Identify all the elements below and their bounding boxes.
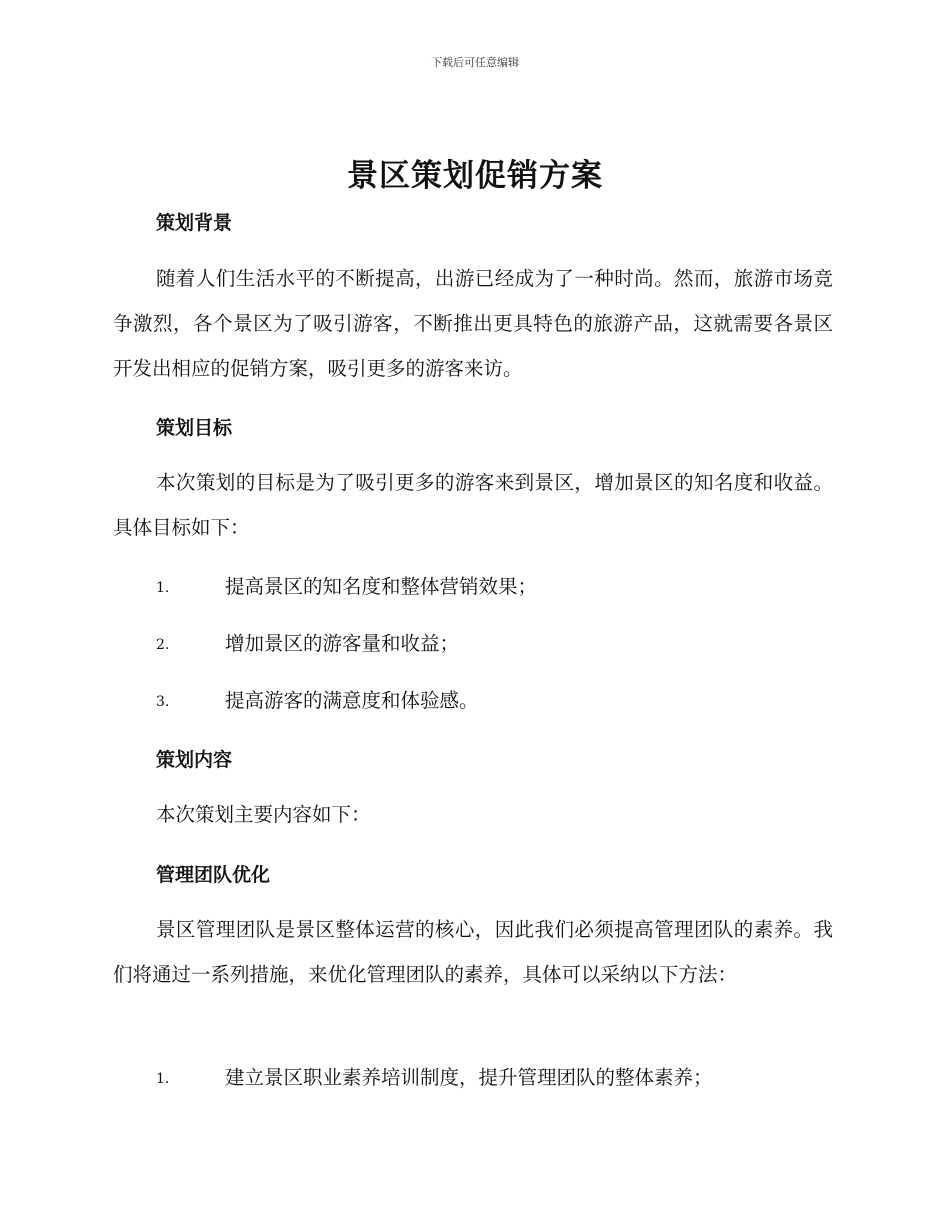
- list-item-number: 2.: [156, 637, 170, 653]
- section-heading-content: 策划内容: [156, 749, 233, 771]
- document-title: 景区策划促销方案: [347, 158, 603, 194]
- page-header: 下载后可任意编辑: [431, 56, 519, 69]
- list-item-text: 提高景区的知名度和整体营销效果；: [225, 575, 538, 598]
- list-item-text: 建立景区职业素养培训制度，提升管理团队的整体素养；: [225, 1066, 713, 1089]
- paragraph-background: 随着人们生活水平的不断提高，出游已经成为了一种时尚。然而，旅游市场竞争激烈，各个景区为了吸引游客，不断推出更具特色的旅游产品，这就需要各景区开发出相应的促销方案，吸引更多的游客来访。: [113, 267, 833, 380]
- section-heading-background: 策划背景: [156, 212, 233, 234]
- list-item-number: 1.: [156, 580, 170, 596]
- list-item-text: 增加景区的游客量和收益；: [225, 632, 460, 655]
- content-intro: 本次策划主要内容如下：: [156, 803, 371, 826]
- list-item-text: 提高游客的满意度和体验感。: [225, 689, 479, 712]
- section-heading-team: 管理团队优化: [156, 864, 271, 886]
- paragraph-team: 景区管理团队是景区整体运营的核心，因此我们必须提高管理团队的素养。我们将通过一系列措施，来优化管理团队的素养，具体可以采纳以下方法：: [113, 918, 833, 986]
- list-item-number: 1.: [156, 1071, 170, 1087]
- paragraph-goals: 本次策划的目标是为了吸引更多的游客来到景区，增加景区的知名度和收益。具体目标如下：: [113, 471, 833, 539]
- list-item-number: 3.: [156, 694, 170, 710]
- section-heading-goals: 策划目标: [156, 417, 233, 439]
